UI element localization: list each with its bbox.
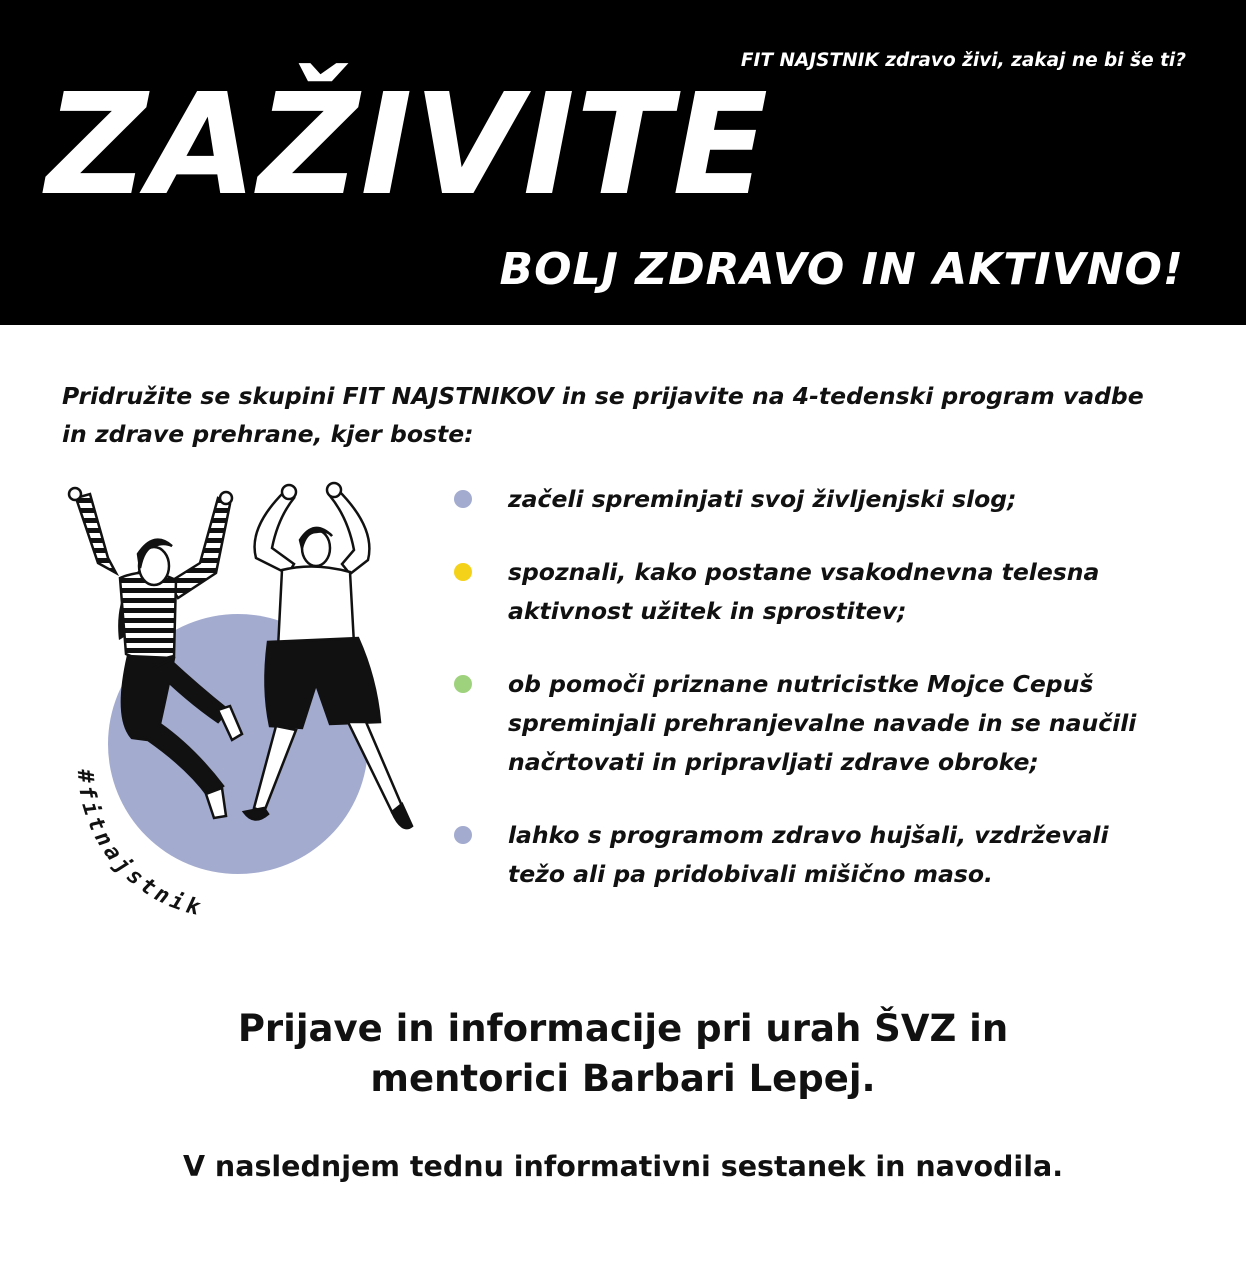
bullet-line: lahko s programom zdravo hujšali, vzdrževali (508, 821, 1109, 849)
list-item (448, 553, 1208, 631)
registration-info (0, 1004, 1246, 1104)
header-banner (0, 0, 1246, 325)
intro-line-1: Pridružite se skupini FIT NAJSTNIKOV in se prijavite na 4-tedenski program vadbe (62, 382, 1144, 410)
intro-paragraph (62, 377, 1212, 453)
bullet-dot-icon (454, 490, 472, 508)
bullet-line: ob pomoči priznane nutricistke Mojce Cepuš (508, 670, 1094, 698)
bullet-line: spoznali, kako postane vsakodnevna telesna (508, 558, 1100, 586)
bullet-line: spreminjali prehranjevalne navade in se naučili (508, 709, 1137, 737)
headline: ZAŽIVITE (46, 64, 770, 227)
bullet-line: načrtovati in pripravljati zdrave obroke; (508, 748, 1039, 776)
meeting-note: V naslednjem tednu informativni sestanek in navodila. (182, 1150, 1064, 1183)
bullet-line: aktivnost užitek in sprostitev; (508, 597, 907, 625)
bullet-line: začeli spreminjati svoj življenjski slog; (508, 485, 1017, 513)
tagline: FIT NAJSTNIK zdravo živi, zakaj ne bi še ti? (740, 50, 1186, 71)
hashtag-text: #fitnajstnik (71, 768, 206, 922)
list-item (448, 665, 1208, 782)
bullet-line: težo ali pa pridobivali mišično maso. (508, 860, 993, 888)
bullet-dot-icon (454, 563, 472, 581)
closing-line-2: mentorici Barbari Lepej. (370, 1057, 876, 1100)
bullet-dot-icon (454, 675, 472, 693)
subheadline: BOLJ ZDRAVO IN AKTIVNO! (499, 244, 1184, 295)
intro-line-2: in zdrave prehrane, kjer boste: (62, 420, 474, 448)
benefits-list (448, 480, 1208, 928)
illustration-svg (58, 478, 428, 928)
list-item (448, 480, 1208, 519)
bullet-dot-icon (454, 826, 472, 844)
list-item (448, 816, 1208, 894)
closing-line-1: Prijave in informacije pri urah ŠVZ in (237, 1007, 1009, 1050)
jumping-teens-illustration (58, 478, 428, 928)
